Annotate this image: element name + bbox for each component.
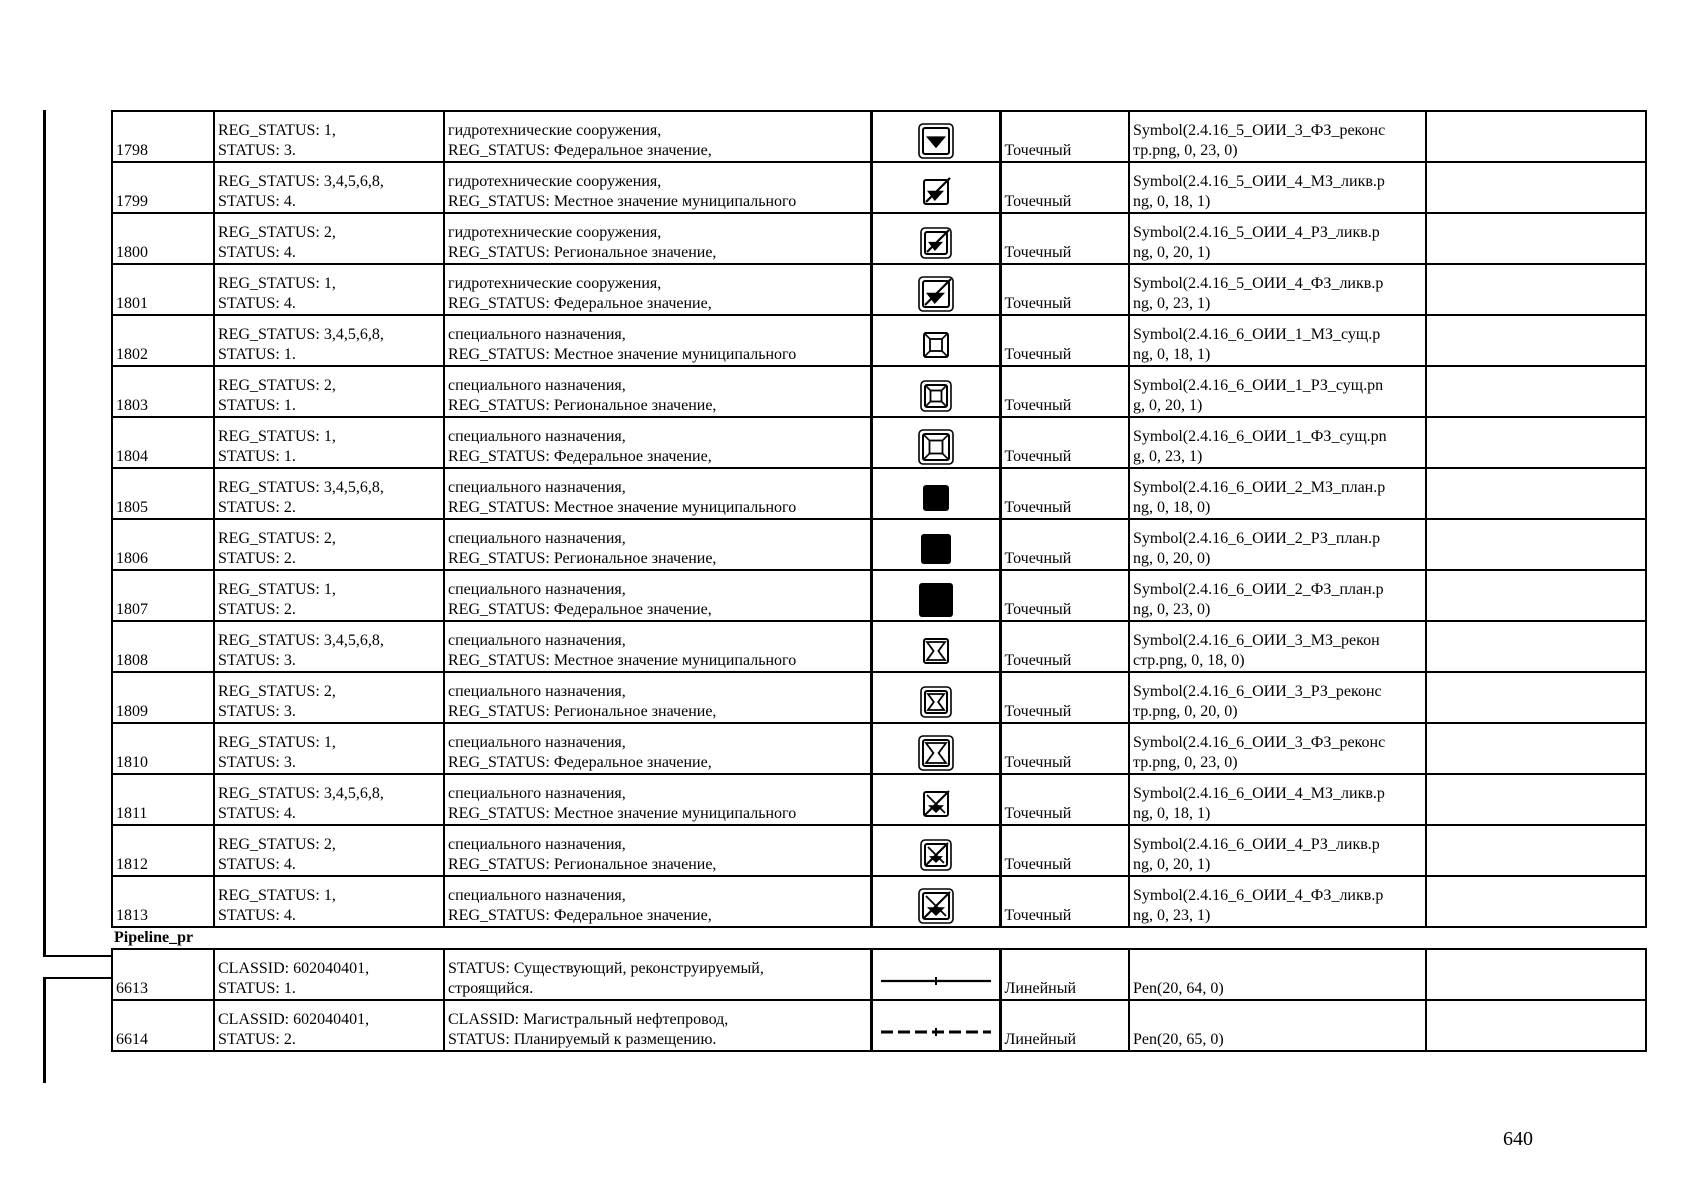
table-row [112,825,1646,876]
reg-status-cell [214,366,444,417]
symbol-spec-cell [1129,825,1426,876]
symbol-spec-cell [1129,774,1426,825]
description-cell-line: специального назначения, [448,683,626,700]
row-id: 1801 [112,264,214,315]
reg-status-cell-line: STATUS: 2. [218,499,296,516]
description-cell-line: специального назначения, [448,326,626,343]
geometry-type: Точечный [1000,774,1129,825]
description-cell-line: CLASSID: Магистральный нефтепровод, [448,1011,729,1028]
description-cell [444,621,871,672]
symbol-spec-cell-line: тр.png, 0, 23, 0) [1133,754,1238,771]
reg-status-cell-line: REG_STATUS: 3,4,5,6,8, [218,785,384,802]
row-id: 1799 [112,162,214,213]
symbol-spec-cell [1129,1000,1426,1051]
description-cell-line: специального назначения, [448,581,626,598]
planned-municipal-icon [916,478,956,518]
description-cell-line: REG_STATUS: Региональное значение, [448,397,717,414]
geometry-type: Точечный [1000,621,1129,672]
description-cell-line: REG_STATUS: Федеральное значение, [448,601,712,618]
symbol-spec-cell-line: Symbol(2.4.16_6_ОИИ_2_РЗ_план.p [1133,530,1381,547]
row-id: 6614 [112,1000,214,1051]
description-cell-line: специального назначения, [448,479,626,496]
planned-regional-icon [916,529,956,569]
notes-cell [1426,723,1646,774]
description-cell [444,315,871,366]
solid-line-tick-icon [877,959,995,999]
reg-status-cell [214,213,444,264]
symbol-preview-cell [871,468,1000,519]
reg-status-cell-line: STATUS: 3. [218,703,296,720]
symbol-spec-cell-line: Symbol(2.4.16_6_ОИИ_4_ФЗ_ликв.p [1133,887,1384,904]
symbol-registry-table [111,110,1647,1052]
section-title: Pipeline_pr [112,927,1646,949]
description-cell-line: REG_STATUS: Федеральное значение, [448,754,712,771]
description-cell-line: специального назначения, [448,428,626,445]
symbol-preview-cell [871,519,1000,570]
geometry-type: Точечный [1000,723,1129,774]
notes-cell [1426,213,1646,264]
description-cell-line: специального назначения, [448,836,626,853]
description-cell-line: гидротехнические сооружения, [448,122,662,139]
symbol-spec-cell-line: Symbol(2.4.16_6_ОИИ_1_РЗ_сущ.pn [1133,377,1384,394]
geometry-type: Точечный [1000,825,1129,876]
notes-cell [1426,876,1646,927]
geometry-type: Линейный [1000,1000,1129,1051]
reg-status-cell-line: STATUS: 4. [218,805,296,822]
description-cell-line: REG_STATUS: Местное значение муниципального [448,652,797,669]
symbol-preview-cell [871,621,1000,672]
table-row [112,621,1646,672]
reg-status-cell-line: REG_STATUS: 1, [218,428,336,445]
symbol-preview-cell [871,366,1000,417]
reg-status-cell-line: REG_STATUS: 1, [218,887,336,904]
geometry-type: Линейный [1000,949,1129,1000]
geometry-type: Точечный [1000,111,1129,162]
symbol-preview-cell [871,570,1000,621]
symbol-spec-cell-line: ng, 0, 23, 0) [1133,601,1211,618]
liquidation-municipal-icon [916,172,956,212]
description-cell-line: специального назначения, [448,530,626,547]
description-cell-line: REG_STATUS: Федеральное значение, [448,907,712,924]
symbol-spec-cell-line: тр.png, 0, 23, 0) [1133,142,1238,159]
row-id: 1808 [112,621,214,672]
geometry-type: Точечный [1000,519,1129,570]
row-id: 1809 [112,672,214,723]
geometry-type: Точечный [1000,468,1129,519]
symbol-spec-cell-line: ng, 0, 20, 1) [1133,244,1211,261]
row-id: 1806 [112,519,214,570]
reg-status-cell [214,774,444,825]
symbol-spec-cell [1129,213,1426,264]
reg-status-cell-line: STATUS: 1. [218,346,296,363]
reg-status-cell [214,621,444,672]
symbol-spec-cell [1129,468,1426,519]
liq-municipal-icon [916,784,956,824]
symbol-spec-cell [1129,672,1426,723]
row-id: 1798 [112,111,214,162]
reg-status-cell-line: REG_STATUS: 3,4,5,6,8, [218,479,384,496]
symbol-spec-cell-line: Symbol(2.4.16_6_ОИИ_1_МЗ_сущ.p [1133,326,1381,343]
reg-status-cell [214,876,444,927]
left-margin-bar [43,110,46,956]
symbol-spec-cell-line: Symbol(2.4.16_6_ОИИ_2_МЗ_план.p [1133,479,1386,496]
symbol-spec-cell [1129,723,1426,774]
description-cell-line: REG_STATUS: Федеральное значение, [448,448,712,465]
reg-status-cell-line: REG_STATUS: 3,4,5,6,8, [218,326,384,343]
row-id: 1805 [112,468,214,519]
symbol-spec-cell-line: Symbol(2.4.16_6_ОИИ_2_ФЗ_план.p [1133,581,1384,598]
table-row [112,417,1646,468]
recon-frame-federal-icon [916,121,956,161]
symbol-spec-cell-line: Symbol(2.4.16_5_ОИИ_4_ФЗ_ликв.p [1133,275,1384,292]
row-id: 6613 [112,949,214,1000]
symbol-spec-cell [1129,111,1426,162]
symbol-spec-cell-line: Symbol(2.4.16_6_ОИИ_3_МЗ_рекон [1133,632,1380,649]
section-rule-bottom [43,977,111,979]
row-id: 1811 [112,774,214,825]
reg-status-cell-line: STATUS: 3. [218,652,296,669]
description-cell-line: REG_STATUS: Региональное значение, [448,856,717,873]
reg-status-cell-line: STATUS: 2. [218,601,296,618]
description-cell-line: специального назначения, [448,887,626,904]
table-row [112,162,1646,213]
reg-status-cell [214,417,444,468]
table-row [112,949,1646,1000]
table-row [112,111,1646,162]
symbol-spec-cell [1129,366,1426,417]
notes-cell [1426,264,1646,315]
symbol-spec-cell-line: Symbol(2.4.16_6_ОИИ_1_ФЗ_сущ.pn [1133,428,1387,445]
notes-cell [1426,162,1646,213]
notes-cell [1426,570,1646,621]
symbol-spec-cell [1129,519,1426,570]
recon-regional-icon [916,682,956,722]
description-cell-line: REG_STATUS: Региональное значение, [448,703,717,720]
symbol-spec-cell-line: Pen(20, 65, 0) [1133,1031,1224,1048]
page-number: 640 [1503,1128,1533,1150]
table-row [112,366,1646,417]
notes-cell [1426,366,1646,417]
reg-status-cell [214,570,444,621]
notes-cell [1426,111,1646,162]
symbol-spec-cell-line: Symbol(2.4.16_5_ОИИ_4_РЗ_ликв.p [1133,224,1380,241]
table-row [112,213,1646,264]
row-id: 1800 [112,213,214,264]
reg-status-cell-line: REG_STATUS: 2, [218,530,336,547]
reg-status-cell-line: REG_STATUS: 1, [218,122,336,139]
row-id: 1813 [112,876,214,927]
reg-status-cell-line: STATUS: 4. [218,907,296,924]
notes-cell [1426,519,1646,570]
section-header-row [112,927,1646,949]
symbol-spec-cell-line: g, 0, 23, 1) [1133,448,1203,465]
description-cell [444,264,871,315]
symbol-spec-cell [1129,876,1426,927]
description-cell-line: REG_STATUS: Федеральное значение, [448,295,712,312]
existing-municipal-icon [916,325,956,365]
notes-cell [1426,315,1646,366]
description-cell-line: REG_STATUS: Местное значение муниципального [448,193,797,210]
row-id: 1802 [112,315,214,366]
reg-status-cell-line: STATUS: 1. [218,980,296,997]
liq-regional-icon [916,835,956,875]
reg-status-cell [214,672,444,723]
reg-status-cell-line: STATUS: 3. [218,142,296,159]
symbol-spec-cell [1129,264,1426,315]
table-row [112,1000,1646,1051]
symbol-preview-cell [871,774,1000,825]
geometry-type: Точечный [1000,162,1129,213]
reg-status-cell-line: REG_STATUS: 1, [218,275,336,292]
symbol-preview-cell [871,949,1000,1000]
symbol-preview-cell [871,1000,1000,1051]
table-row [112,876,1646,927]
geometry-type: Точечный [1000,315,1129,366]
description-cell [444,672,871,723]
reg-status-cell-line: REG_STATUS: 2, [218,377,336,394]
row-id: 1803 [112,366,214,417]
description-cell-line: STATUS: Планируемый к размещению. [448,1031,717,1048]
symbol-preview-cell [871,672,1000,723]
table-row [112,264,1646,315]
description-cell [444,723,871,774]
description-cell-line: гидротехнические сооружения, [448,224,662,241]
reg-status-cell-line: STATUS: 4. [218,244,296,261]
notes-cell [1426,774,1646,825]
reg-status-cell [214,1000,444,1051]
description-cell-line: REG_STATUS: Местное значение муниципального [448,499,797,516]
description-cell-line: REG_STATUS: Региональное значение, [448,244,717,261]
table-row [112,315,1646,366]
table-row [112,774,1646,825]
symbol-spec-cell-line: тр.png, 0, 20, 0) [1133,703,1238,720]
description-cell-line: специального назначения, [448,632,626,649]
notes-cell [1426,825,1646,876]
notes-cell [1426,621,1646,672]
geometry-type: Точечный [1000,213,1129,264]
left-margin-bar-lower [43,978,46,1083]
symbol-preview-cell [871,315,1000,366]
description-cell [444,519,871,570]
liq-federal-icon [916,886,956,926]
reg-status-cell [214,519,444,570]
description-cell [444,774,871,825]
symbol-spec-cell-line: ng, 0, 20, 0) [1133,550,1211,567]
description-cell [444,949,871,1000]
description-cell [444,1000,871,1051]
reg-status-cell [214,111,444,162]
symbol-spec-cell [1129,621,1426,672]
row-id: 1812 [112,825,214,876]
geometry-type: Точечный [1000,366,1129,417]
reg-status-cell-line: STATUS: 4. [218,856,296,873]
reg-status-cell-line: CLASSID: 602040401, [218,960,370,977]
geometry-type: Точечный [1000,417,1129,468]
row-id: 1804 [112,417,214,468]
geometry-type: Точечный [1000,672,1129,723]
description-cell-line: REG_STATUS: Местное значение муниципального [448,805,797,822]
reg-status-cell-line: CLASSID: 602040401, [218,1011,370,1028]
symbol-spec-cell-line: стр.png, 0, 18, 0) [1133,652,1245,669]
symbol-spec-cell [1129,949,1426,1000]
recon-federal-icon [916,733,956,773]
symbol-preview-cell [871,876,1000,927]
symbol-preview-cell [871,417,1000,468]
description-cell [444,366,871,417]
existing-federal-icon [916,427,956,467]
reg-status-cell-line: STATUS: 1. [218,397,296,414]
section-rule-top [43,955,111,957]
description-cell [444,825,871,876]
geometry-type: Точечный [1000,264,1129,315]
reg-status-cell [214,723,444,774]
symbol-spec-cell-line: ng, 0, 18, 1) [1133,193,1211,210]
description-cell-line: специального назначения, [448,785,626,802]
reg-status-cell-line: STATUS: 4. [218,193,296,210]
description-cell [444,111,871,162]
description-cell [444,417,871,468]
symbol-spec-cell-line: ng, 0, 18, 0) [1133,499,1211,516]
symbol-spec-cell [1129,417,1426,468]
notes-cell [1426,417,1646,468]
symbol-spec-cell [1129,162,1426,213]
symbol-preview-cell [871,162,1000,213]
geometry-type: Точечный [1000,570,1129,621]
reg-status-cell-line: STATUS: 3. [218,754,296,771]
geometry-type: Точечный [1000,876,1129,927]
symbol-spec-cell [1129,315,1426,366]
symbol-spec-cell-line: Symbol(2.4.16_6_ОИИ_4_МЗ_ликв.p [1133,785,1385,802]
symbol-spec-cell-line: Symbol(2.4.16_6_ОИИ_3_ФЗ_реконс [1133,734,1386,751]
reg-status-cell [214,825,444,876]
reg-status-cell [214,264,444,315]
reg-status-cell-line: REG_STATUS: 1, [218,581,336,598]
description-cell [444,162,871,213]
notes-cell [1426,468,1646,519]
table-row [112,468,1646,519]
description-cell-line: специального назначения, [448,377,626,394]
existing-regional-icon [916,376,956,416]
reg-status-cell-line: REG_STATUS: 2, [218,224,336,241]
symbol-preview-cell [871,264,1000,315]
table-row [112,570,1646,621]
symbol-spec-cell [1129,570,1426,621]
reg-status-cell-line: STATUS: 2. [218,550,296,567]
symbol-preview-cell [871,723,1000,774]
symbol-preview-cell [871,213,1000,264]
description-cell [444,876,871,927]
liquidation-regional-icon [916,223,956,263]
description-cell [444,468,871,519]
recon-municipal-icon [916,631,956,671]
notes-cell [1426,1000,1646,1051]
reg-status-cell [214,468,444,519]
reg-status-cell-line: REG_STATUS: 1, [218,734,336,751]
table-row [112,723,1646,774]
symbol-spec-cell-line: ng, 0, 18, 1) [1133,346,1211,363]
dashed-line-tick-icon [877,1010,995,1050]
reg-status-cell-line: REG_STATUS: 2, [218,836,336,853]
symbol-spec-cell-line: ng, 0, 23, 1) [1133,907,1211,924]
description-cell [444,570,871,621]
reg-status-cell [214,315,444,366]
notes-cell [1426,672,1646,723]
description-cell-line: строящийся. [448,980,534,997]
symbol-spec-cell-line: Symbol(2.4.16_5_ОИИ_4_МЗ_ликв.p [1133,173,1385,190]
table-row [112,519,1646,570]
symbol-spec-cell-line: Symbol(2.4.16_6_ОИИ_4_РЗ_ликв.p [1133,836,1380,853]
description-cell [444,213,871,264]
row-id: 1807 [112,570,214,621]
symbol-spec-cell-line: ng, 0, 23, 1) [1133,295,1211,312]
planned-federal-icon [916,580,956,620]
description-cell-line: гидротехнические сооружения, [448,275,662,292]
reg-status-cell [214,949,444,1000]
description-cell-line: специального назначения, [448,734,626,751]
description-cell-line: REG_STATUS: Региональное значение, [448,550,717,567]
symbol-spec-cell-line: Symbol(2.4.16_6_ОИИ_3_РЗ_реконс [1133,683,1382,700]
symbol-spec-cell-line: ng, 0, 18, 1) [1133,805,1211,822]
description-cell-line: REG_STATUS: Местное значение муниципального [448,346,797,363]
reg-status-cell-line: STATUS: 4. [218,295,296,312]
symbol-spec-cell-line: ng, 0, 20, 1) [1133,856,1211,873]
description-cell-line: гидротехнические сооружения, [448,173,662,190]
description-cell-line: REG_STATUS: Федеральное значение, [448,142,712,159]
reg-status-cell [214,162,444,213]
reg-status-cell-line: REG_STATUS: 2, [218,683,336,700]
reg-status-cell-line: STATUS: 2. [218,1031,296,1048]
row-id: 1810 [112,723,214,774]
reg-status-cell-line: STATUS: 1. [218,448,296,465]
notes-cell [1426,949,1646,1000]
table-row [112,672,1646,723]
reg-status-cell-line: REG_STATUS: 3,4,5,6,8, [218,632,384,649]
symbol-preview-cell [871,111,1000,162]
symbol-spec-cell-line: g, 0, 20, 1) [1133,397,1203,414]
symbol-spec-cell-line: Pen(20, 64, 0) [1133,980,1224,997]
symbol-spec-cell-line: Symbol(2.4.16_5_ОИИ_3_ФЗ_реконс [1133,122,1386,139]
liquidation-federal-icon [916,274,956,314]
description-cell-line: STATUS: Существующий, реконструируемый, [448,960,764,977]
reg-status-cell-line: REG_STATUS: 3,4,5,6,8, [218,173,384,190]
symbol-preview-cell [871,825,1000,876]
